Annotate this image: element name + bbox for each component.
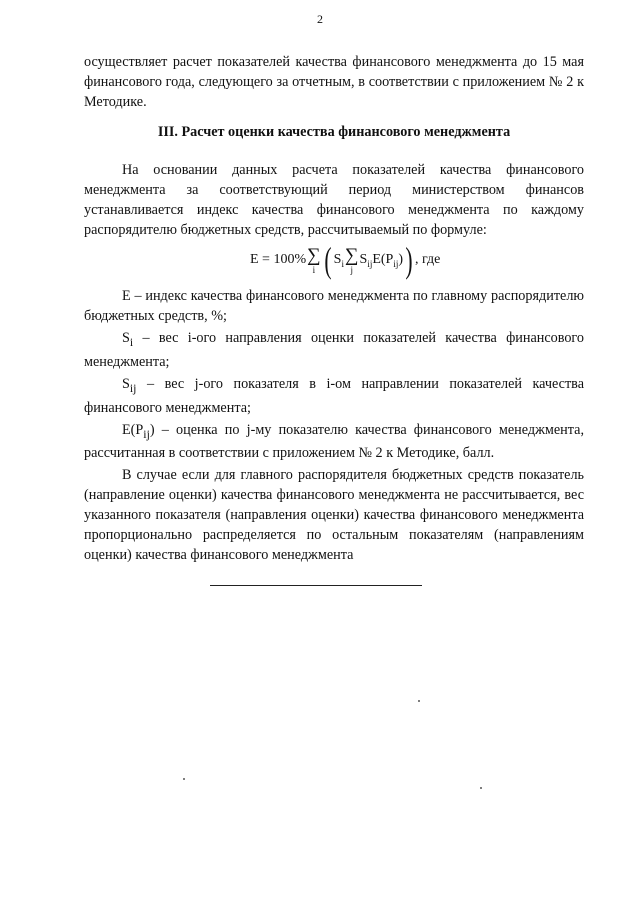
formula-intro-paragraph: [84, 160, 584, 240]
intro-text: осуществляет расчет показателей качества финансового менеджмента до 15 мая финансового года, следующего за отчетным, в соответствии с приложением № 2 к Методике.: [84, 54, 584, 110]
scan-speck: [183, 778, 185, 780]
definition-epij: $E(P_{ij})$ – оценка по j-му показателю качества финансового менеджмента, рассчитанная в соответствии с приложением № 2 к Методике, балл.: [84, 421, 584, 462]
formula-suffix: , где: [415, 252, 441, 267]
redistribution-paragraph: В случае если для главного распорядителя бюджетных средств показатель (направление оценки) качества финансового менеджмента не рассчитывается, вес указанного показателя (направления оценки) качества финансового менеджмента пропорционально распределяется по остальным показателям (направлениям оценки) качества финансового менеджмента: [84, 467, 584, 564]
definition-si: $S_i$ – вес i-ого направления оценки показателей качества финансового менеджмента;: [84, 330, 584, 370]
sum-outer-index: i: [312, 264, 316, 275]
scan-speck: [418, 700, 420, 702]
page-number: 2: [317, 12, 323, 26]
formula-s-inner: $S_{ij}$: [359, 251, 373, 269]
formula-e-func: $E(P_{ij})$: [372, 251, 404, 269]
definition-e: E – индекс качества финансового менеджмента по главному распорядителю бюджетных средств, %;: [84, 288, 584, 324]
left-paren: (: [324, 240, 332, 280]
formula-s-outer: $S_i$: [333, 251, 344, 269]
sigma-icon: ∑: [307, 244, 321, 266]
right-paren: ): [405, 240, 413, 280]
divider-line: [210, 585, 422, 586]
definitions: [84, 286, 584, 567]
sum-inner-index: j: [350, 264, 353, 275]
definition-sij: $S_{ij}$ – вес j-ого показателя в i-ом направлении показателей качества финансового менеджмента;: [84, 375, 584, 416]
intro-paragraph: [84, 52, 584, 112]
sum-outer: [307, 246, 321, 275]
formula-intro-text: На основании данных расчета показателей качества финансового менеджмента за соответствующий период министерством финансов устанавливается индекс качества финансового менеджмента по каждому распорядителю бюджетных средств, рассчитываемый по формуле:: [84, 162, 584, 238]
scan-speck: [480, 787, 482, 789]
section-heading: III. Расчет оценки качества финансового менеджмента: [157, 124, 511, 140]
formula: [250, 240, 440, 280]
sigma-icon: ∑: [344, 244, 359, 266]
formula-lhs: E = 100%: [250, 252, 307, 267]
sum-inner: [345, 246, 359, 275]
